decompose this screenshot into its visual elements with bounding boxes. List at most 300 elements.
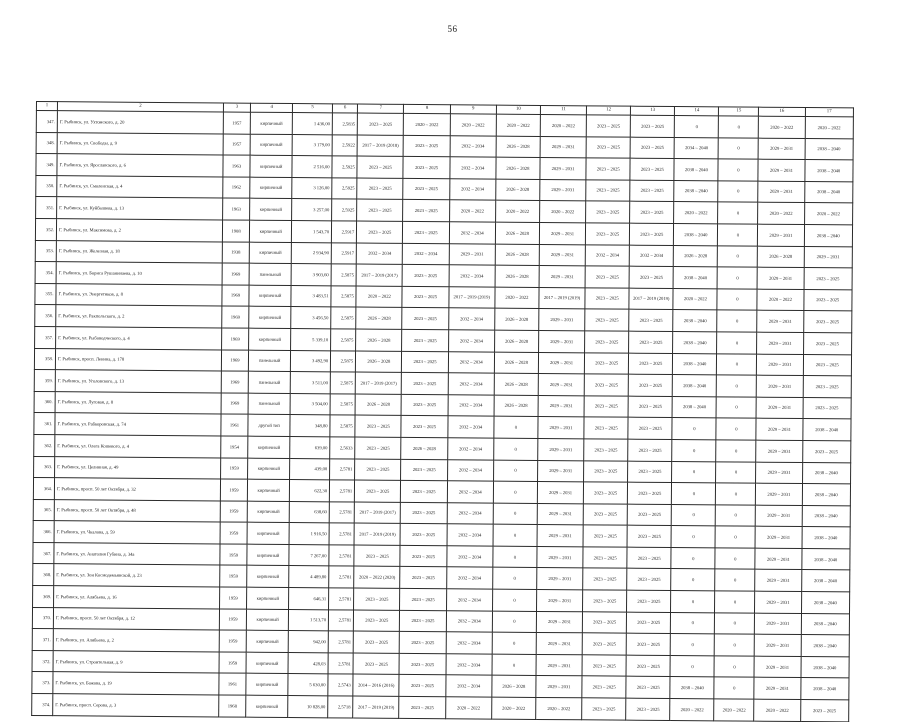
table-cell: 2026 – 2028 [495,308,539,330]
capital-repair-table [31,101,854,722]
table-cell: 2032 – 2034 [403,243,449,265]
table-cell: 2026 – 2028 [356,307,402,329]
table-cell: 2029 – 2031 [537,568,583,590]
table-cell: 2038 – 2040 [672,396,716,418]
table-cell: 2,5875 [331,307,356,329]
table-cell: 2023 – 2025 [629,266,673,288]
table-cell: 2023 – 2025 [583,525,627,547]
column-header: 15 [719,107,759,116]
table-cell: 0 [718,159,758,181]
table-cell: 1957 [223,134,250,156]
table-cell: 2032 – 2034 [448,330,494,352]
row-number-cell: 358. [34,348,55,370]
table-cell: 439,00 [290,458,330,480]
row-number-cell: 352. [35,218,56,240]
table-cell: 2020 – 2022 [804,203,853,225]
column-header: 5 [293,104,333,113]
table-cell: 1908 [222,220,249,242]
table-cell: 2038 – 2040 [674,223,718,245]
table-cell: 2014 – 2016 (2016) [353,674,399,696]
table-cell: 2026 – 2028 [495,222,539,244]
address-cell: Г. Рыбинск, ул. Алябьева, д. 16 [54,586,220,609]
table-cell: 2023 – 2025 [629,353,673,375]
table-cell: 2023 – 2025 [400,567,446,589]
table-cell: 2029 – 2031 [537,546,583,568]
address-cell: Г. Рыбинск, ул. Рабкоровская, д. 74 [55,413,221,436]
row-number-cell: 353. [35,240,56,262]
table-cell: 1969 [221,328,248,350]
table-cell: 2038 – 2040 [801,613,850,635]
table-cell: другой тип [248,414,290,436]
row-number-cell: 360. [34,391,55,413]
table-cell: 2023 – 2025 [628,482,672,504]
table-cell: 2038 – 2040 [801,656,850,678]
table-cell: 2023 – 2025 [582,633,626,655]
row-number-cell: 351. [36,197,57,219]
table-cell: 2023 – 2025 [803,311,852,333]
table-cell: 2032 – 2034 [447,438,493,460]
address-cell: Г. Рыбинск, ул. Бажова, д. 19 [53,672,219,695]
address-cell: Г. Рыбинск, ул. Бориса Рушанинаева, д. 10 [56,262,222,285]
table-cell: 2029 – 2031 [758,138,804,160]
table-cell: 2023 – 2025 [354,588,400,610]
table-cell: 2029 – 2031 [539,244,585,266]
table-cell: 2017 – 2019 (2019) [449,286,495,308]
table-cell: кирпичный [248,436,290,458]
table-cell: 2029 – 2031 [540,158,586,180]
table-cell: 2023 – 2025 [402,286,448,308]
table-cell: 2017 – 2019 (2019) [354,523,400,545]
table-cell: 1959 [219,587,246,609]
table-cell: 2038 – 2040 [802,419,851,441]
table-cell: 0 [493,546,537,568]
table-cell: 2,5718 [328,696,353,718]
table-cell: 2023 – 2025 [630,158,674,180]
row-number-cell: 363. [34,456,55,478]
table-cell: 2026 – 2028 [494,330,538,352]
table-cell: 2029 – 2031 [536,654,582,676]
table-cell: 2038 – 2040 [800,678,849,700]
row-number-cell: 364. [33,478,54,500]
table-cell: 0 [717,353,757,375]
table-cell: 2,5781 [329,588,354,610]
row-number-cell: 365. [33,499,54,521]
table-cell: 1968 [219,695,246,717]
table-cell: 2038 – 2040 [804,160,853,182]
table-cell: 3 511,00 [290,372,330,394]
table-cell: 2029 – 2031 [756,440,802,462]
table-cell: 2032 – 2034 [448,416,494,438]
table-cell: 2017 – 2019 (2019) [629,288,673,310]
table-cell: 639,00 [290,436,330,458]
table-cell: 2,5781 [329,523,354,545]
table-cell: 2023 – 2025 [584,396,628,418]
table-cell: 2038 – 2040 [801,548,850,570]
table-cell: 2017 – 2019 (2017) [355,372,401,394]
table-cell: 2020 – 2022 [805,117,854,139]
address-cell: Г. Рыбинск, просп. 50 лет Октября, д. 12 [53,607,219,630]
address-cell: Г. Рыбинск, просп. Серова, д. 3 [53,694,219,717]
table-cell: 2023 – 2025 [628,374,672,396]
table-cell: 2,5875 [330,415,355,437]
table-cell: 2023 – 2025 [583,590,627,612]
table-cell: 2032 – 2034 [449,265,495,287]
table-cell: 2023 – 2025 [585,352,629,374]
table-cell: 2023 – 2025 [402,394,448,416]
table-cell: 0 [672,461,716,483]
table-cell: кирпичный [247,522,289,544]
table-cell: 2023 – 2025 [402,308,448,330]
table-cell: 3 483,51 [291,285,331,307]
table-cell: 2029 – 2031 [756,462,802,484]
column-header: 14 [675,107,719,116]
row-number-cell: 370. [32,607,53,629]
table-cell: 1969 [221,393,248,415]
row-number-cell: 368. [33,564,54,586]
table-cell: 2029 – 2031 [538,460,584,482]
table-cell: 0 [494,438,538,460]
column-header: 13 [631,106,675,115]
table-cell: 3 456,50 [291,307,331,329]
table-cell: 2023 – 2025 [357,199,403,221]
table-cell: 2023 – 2025 [357,156,403,178]
table-cell: 2023 – 2025 [627,547,671,569]
table-cell: 0 [675,116,719,138]
table-cell: 0 [716,418,756,440]
table-cell: 2029 – 2031 [538,417,584,439]
table-cell: 1969 [221,371,248,393]
table-cell: 2023 – 2025 [627,525,671,547]
table-cell: 2023 – 2025 [357,178,403,200]
table-cell: 2023 – 2025 [628,439,672,461]
table-cell: 428,03 [288,652,328,674]
table-cell: кирпичный [249,307,291,329]
table-cell: 2029 – 2031 [539,266,585,288]
table-cell: 2,5781 [329,566,354,588]
table-cell: 2,5925 [332,178,357,200]
table-cell: 638,60 [289,501,329,523]
table-cell: 2032 – 2034 [447,502,493,524]
table-cell: 3 126,00 [292,177,332,199]
table-cell: кирпичный [247,587,289,609]
table-cell: 2023 – 2025 [586,201,630,223]
table-cell: 2026 – 2028 [495,265,539,287]
column-header: 2 [57,102,223,112]
table-cell: 1954 [221,436,248,458]
table-cell: 2023 – 2025 [586,223,630,245]
table-cell: 1959 [220,501,247,523]
table-cell: 2029 – 2031 [757,375,803,397]
table-cell: 0 [714,656,754,678]
column-header: 16 [759,107,805,116]
table-cell: 0 [715,548,755,570]
row-number-cell: 357. [35,326,56,348]
table-cell: 2023 – 2025 [803,376,852,398]
table-cell: 2017 – 2019 (2019) [353,696,399,718]
table-cell: 2023 – 2025 [400,588,446,610]
table-cell: 2023 – 2025 [582,698,626,720]
table-cell: 2,5781 [328,631,353,653]
table-cell: 0 [670,655,714,677]
table-cell: 2020 – 2022 [540,114,586,136]
table-cell: 2029 – 2031 [755,526,801,548]
table-cell: 0 [718,245,758,267]
table-cell: 2023 – 2025 [404,135,450,157]
table-cell: 0 [716,440,756,462]
table-cell: 2026 – 2028 [495,244,539,266]
row-number-cell: 367. [33,542,54,564]
table-cell: 2020 – 2022 [754,699,800,721]
table-cell: кирпичный [247,501,289,523]
row-number-cell: 371. [32,629,53,651]
table-cell: 2038 – 2040 [801,635,850,657]
table-cell: кирпичный [250,220,292,242]
table-cell: 2023 – 2025 [403,157,449,179]
table-cell: 2032 – 2034 [449,222,495,244]
table-cell: 2029 – 2031 [537,503,583,525]
address-cell: Г. Рыбинск, ул. Энергетиков, д. 8 [56,283,222,306]
table-cell: 2038 – 2040 [802,484,851,506]
table-cell: 2029 – 2031 [756,505,802,527]
table-cell: 3 257,00 [292,199,332,221]
table-cell: 2029 – 2031 [757,267,803,289]
table-cell: панельный [249,263,291,285]
table-cell: 2020 – 2022 [450,114,496,136]
table-cell: 7 267,00 [289,544,329,566]
table-cell: 2023 – 2025 [357,221,403,243]
table-cell: 2023 – 2025 [803,332,852,354]
table-cell: 2023 – 2025 [627,590,671,612]
table-cell: 2023 – 2025 [628,461,672,483]
table-cell: 2023 – 2025 [630,180,674,202]
table-cell: 0 [672,418,716,440]
table-cell: 0 [671,612,715,634]
table-cell: 2023 – 2025 [585,331,629,353]
table-cell: кирпичный [249,242,291,264]
table-cell: 2023 – 2025 [584,460,628,482]
table-cell: 1938 [222,242,249,264]
table-cell: 2,5875 [331,264,356,286]
table-cell: 2023 – 2025 [582,655,626,677]
table-cell: 0 [718,267,758,289]
table-cell: 2020 – 2022 [536,697,582,719]
table-cell: 2020 – 2022 [759,116,805,138]
row-number-cell: 356. [35,305,56,327]
table-cell: 1959 [220,522,247,544]
table-cell: 2032 – 2034 [447,459,493,481]
column-header: 11 [540,105,586,114]
table-cell: 0 [717,310,757,332]
table-cell: 2032 – 2034 [446,654,492,676]
table-cell: 2023 – 2025 [584,482,628,504]
table-cell: 2029 – 2031 [537,525,583,547]
table-cell: 2026 – 2028 [496,179,540,201]
table-cell: 2029 – 2031 [537,482,583,504]
table-cell: 2020 – 2022 [495,287,539,309]
address-cell: Г. Рыбинск, ул. Рыбоводческого, д. 4 [56,327,222,350]
table-cell: кирпичный [250,155,292,177]
table-cell: 2023 – 2025 [401,480,447,502]
table-cell: 2023 – 2025 [626,677,670,699]
table-cell: 2029 – 2031 [804,246,853,268]
table-cell: 2026 – 2028 [674,245,718,267]
address-cell: Г. Рыбинск, ул. Ярославского, д. 6 [57,154,223,177]
table-cell: 0 [719,137,759,159]
address-cell: Г. Рыбинск, просп. 50 лет Октября, д. 32 [54,478,220,501]
table-cell: кирпичный [246,652,288,674]
table-cell: 646,31 [289,588,329,610]
table-cell: 2023 – 2025 [399,653,445,675]
row-number-cell: 361. [34,413,55,435]
table-cell: кирпичный [246,630,288,652]
table-cell: 2032 – 2034 [449,179,495,201]
table-cell: 2032 – 2034 [447,481,493,503]
table-cell: 2023 – 2025 [401,416,447,438]
address-cell: Г. Рыбинск, ул. Зои Космодемьянской, д. 23 [54,564,220,587]
table-cell: 2,5781 [329,480,354,502]
table-cell: 3 903,60 [291,264,331,286]
table-cell: 0 [493,568,537,590]
table-cell: 0 [493,460,537,482]
table-cell: 5 630,00 [288,674,328,696]
table-cell: 1 916,50 [289,523,329,545]
table-cell: 10 828,00 [288,696,328,718]
table-cell: 1961 [221,414,248,436]
table-cell: кирпичный [248,458,290,480]
table-cell: 2,5875 [330,372,355,394]
table-cell: 3 179,00 [292,134,332,156]
table-cell: 1969 [222,263,249,285]
table-cell: 2038 – 2040 [670,677,714,699]
column-header: 3 [223,103,250,112]
table-cell: 2,5781 [328,609,353,631]
table-cell: 4 489,80 [289,566,329,588]
table-cell: 2029 – 2031 [538,395,584,417]
table-cell: 0 [716,505,756,527]
table-cell: 348,80 [290,415,330,437]
table-cell: 2023 – 2025 [629,310,673,332]
table-cell: 2023 – 2025 [403,221,449,243]
table-cell: 2023 – 2025 [354,545,400,567]
table-cell: 2,5781 [328,653,353,675]
table-cell: 2,5875 [330,350,355,372]
table-cell: 2023 – 2025 [355,480,401,502]
table-cell: 0 [671,569,715,591]
row-number-cell: 348. [36,132,57,154]
table-cell: 2,5743 [328,674,353,696]
table-cell: 0 [493,524,537,546]
table-cell: 2023 – 2025 [355,459,401,481]
table-cell: 2023 – 2025 [626,655,670,677]
table-cell: 0 [493,503,537,525]
address-cell: Г. Рыбинск, ул. Куйбышева, д. 13 [57,197,223,220]
table-cell: 0 [671,591,715,613]
table-cell: 2,5875 [330,394,355,416]
table-cell: 1963 [222,198,249,220]
table-cell: 2023 – 2025 [803,354,852,376]
table-cell: 2023 – 2025 [630,137,674,159]
table-cell: 2038 – 2040 [674,159,718,181]
address-cell: Г. Рыбинск, ул. Анатолия Губина, д. 34а [54,543,220,566]
table-cell: 2023 – 2025 [586,136,630,158]
table-cell: 2032 – 2034 [446,610,492,632]
column-header: 7 [358,104,404,113]
table-cell: 2023 – 2025 [583,568,627,590]
table-cell: 2029 – 2031 [755,591,801,613]
table-cell: 2 516,00 [292,156,332,178]
table-cell: 1957 [223,112,250,134]
row-number-cell: 366. [33,521,54,543]
table-cell: 2023 – 2025 [402,373,448,395]
table-cell: 942,00 [288,631,328,653]
table-cell: 2038 – 2040 [673,267,717,289]
row-number-cell: 355. [35,283,56,305]
table-cell: 0 [671,634,715,656]
table-cell: кирпичный [247,544,289,566]
table-cell: 2029 – 2031 [538,352,584,374]
table-cell: 2029 – 2031 [755,613,801,635]
address-cell: Г. Рыбинск, просп. Ленина, д. 178 [55,348,221,371]
table-cell: 3 492,90 [291,350,331,372]
table-cell: 2023 – 2025 [583,504,627,526]
table-cell: кирпичный [250,112,292,134]
table-cell: 2023 – 2025 [584,439,628,461]
table-cell: 2,5633 [330,437,355,459]
table-cell: 2029 – 2031 [536,676,582,698]
table-cell: 1959 [219,652,246,674]
table-cell: 2032 – 2034 [446,567,492,589]
table-cell: 2023 – 2025 [353,631,399,653]
table-cell: 2023 – 2025 [355,437,401,459]
address-cell: Г. Рыбинск, ул. Максимова, д. 2 [56,219,222,242]
page-number: 56 [447,24,458,34]
address-cell: Г. Рыбинск, ул. Строительная, д. 9 [53,650,219,673]
table-cell: 0 [715,526,755,548]
table-cell: 2032 – 2034 [450,157,496,179]
table-cell: 2017 – 2019 (2017) [354,502,400,524]
row-number-cell: 362. [34,434,55,456]
table-cell: 2029 – 2031 [536,633,582,655]
column-header: 8 [404,104,450,113]
table-cell: 2038 – 2040 [804,225,853,247]
table-cell: кирпичный [246,674,288,696]
table-cell: 0 [492,611,536,633]
address-cell: Г. Рыбинск, ул. Алябьева, д. 2 [53,629,219,652]
table-cell: 2023 – 2025 [626,633,670,655]
table-cell: 2038 – 2040 [801,570,850,592]
table-cell: 2023 – 2025 [631,115,675,137]
address-cell: Г. Рыбинск, ул. Олега Кошевого, д. 4 [55,435,221,458]
table-cell: 2029 – 2031 [757,332,803,354]
column-header: 4 [251,103,293,112]
table-cell: 2029 – 2031 [758,181,804,203]
table-cell: 2020 – 2022 [540,201,586,223]
table-cell: 2020 – 2022 [445,697,491,719]
row-number-cell: 369. [33,586,54,608]
table-cell: 2026 – 2028 [494,395,538,417]
address-cell: Г. Рыбинск, ул. Целинная, д. 49 [55,456,221,479]
table-cell: 2023 – 2025 [400,610,446,632]
table-cell: 1969 [221,349,248,371]
table-cell: 2023 – 2025 [629,331,673,353]
table-cell: 2023 – 2025 [353,653,399,675]
table-cell: 2023 – 2025 [627,569,671,591]
table-cell: 2029 – 2031 [757,311,803,333]
table-cell: 2020 – 2022 [492,697,536,719]
table-cell: 2029 – 2031 [755,570,801,592]
table-cell: 2023 – 2025 [401,524,447,546]
table-cell: 0 [717,375,757,397]
